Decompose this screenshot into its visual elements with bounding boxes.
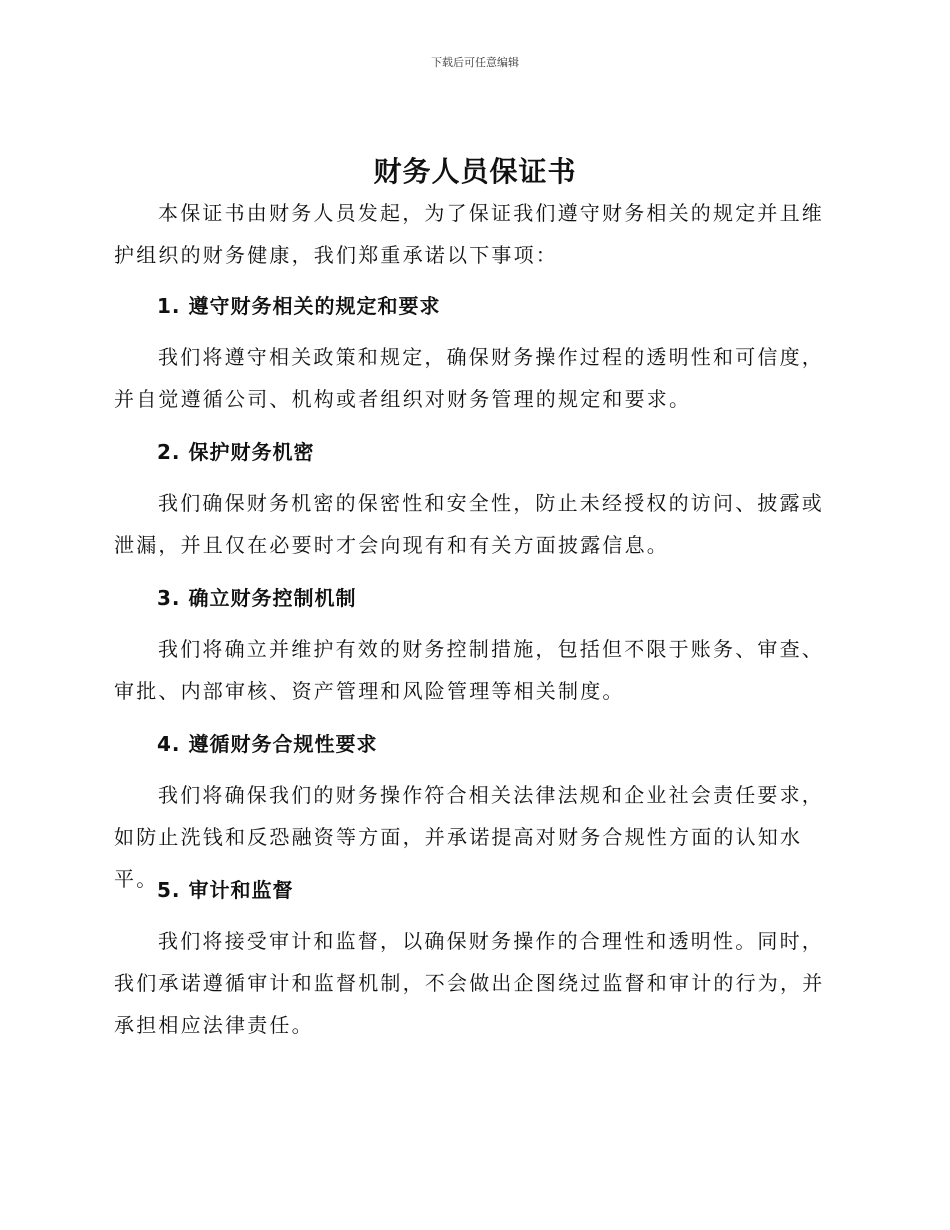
section-heading-4: 4. 遵循财务合规性要求 (157, 732, 378, 756)
section-body-4: 我们将确保我们的财务操作符合相关法律法规和企业社会责任要求，如防止洗钱和反恐融资等方面，并承诺提高对财务合规性方面的认知水平。 (114, 783, 824, 891)
section-body-3: 我们将确立并维护有效的财务控制措施，包括但不限于账务、审查、审批、内部审核、资产管理和风险管理等相关制度。 (114, 637, 824, 703)
intro-paragraph: 本保证书由财务人员发起，为了保证我们遵守财务相关的规定并且维护组织的财务健康，我们郑重承诺以下事项： (114, 201, 824, 267)
section-body-1: 我们将遵守相关政策和规定，确保财务操作过程的透明性和可信度，并自觉遵循公司、机构或者组织对财务管理的规定和要求。 (114, 345, 824, 411)
page-title: 财务人员保证书 (373, 155, 577, 188)
section-body-5: 我们将接受审计和监督，以确保财务操作的合理性和透明性。同时，我们承诺遵循审计和监督机制，不会做出企图绕过监督和审计的行为，并承担相应法律责任。 (114, 929, 825, 1037)
section-heading-5: 5. 审计和监督 (157, 878, 294, 902)
section-heading-1: 1. 遵守财务相关的规定和要求 (157, 294, 441, 318)
section-heading-3: 3. 确立财务控制机制 (157, 586, 357, 610)
section-body-2: 我们确保财务机密的保密性和安全性，防止未经授权的访问、披露或泄漏，并且仅在必要时才会向现有和有关方面披露信息。 (114, 491, 824, 557)
section-heading-2: 2. 保护财务机密 (157, 440, 315, 464)
header-note: 下载后可任意编辑 (431, 56, 519, 69)
